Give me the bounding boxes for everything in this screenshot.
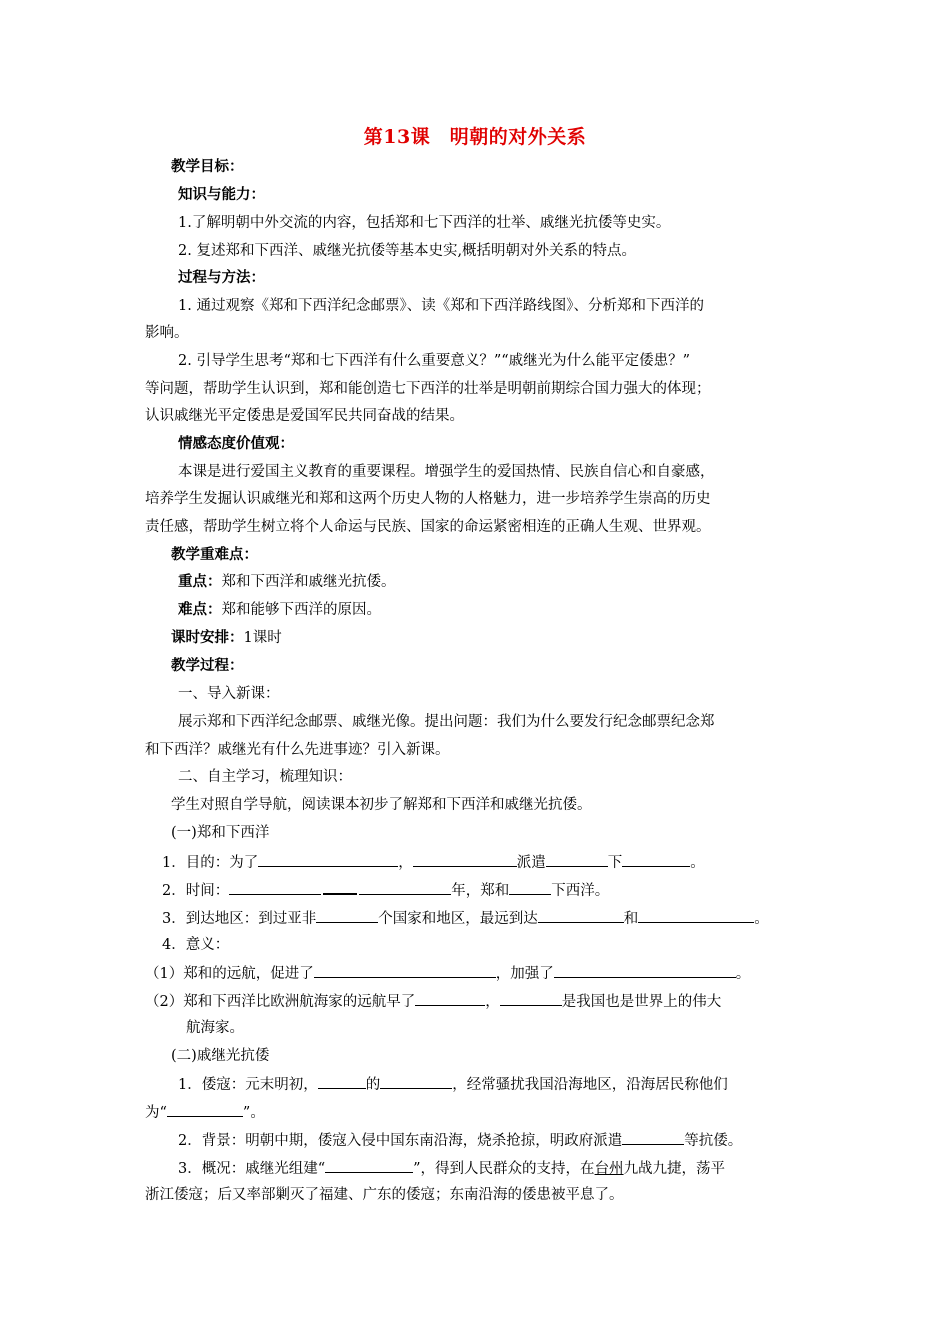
qi-q3-cont: 浙江倭寇；后又率部剿灭了福建、广东的倭寇；东南沿海的倭患被平息了。 bbox=[145, 1187, 624, 1203]
zheng-he-heading: (一)郑和下西洋 bbox=[171, 825, 270, 841]
qi-q1-of: 的 bbox=[365, 1077, 381, 1093]
answer-blank[interactable] bbox=[622, 851, 690, 867]
zheng-s1-end: 。 bbox=[735, 966, 751, 982]
answer-blank[interactable] bbox=[318, 1073, 366, 1089]
difficulty-line bbox=[178, 600, 381, 620]
process-item-1a: 1. 通过观察《郑和下西洋纪念邮票》、读《郑和下西洋路线图》、分析郑和下西洋的 bbox=[178, 298, 704, 314]
focus-text: 郑和下西洋和戚继光抗倭。 bbox=[221, 574, 396, 590]
answer-blank[interactable] bbox=[258, 851, 398, 867]
qi-q1-close: ”。 bbox=[242, 1105, 265, 1121]
zheng-q2-end: 下西洋。 bbox=[551, 883, 610, 899]
zheng-q3-and: 和 bbox=[623, 911, 639, 927]
knowledge-item-2: 2. 复述郑和下西洋、戚继光抗倭等基本史实,概括明朝对外关系的特点。 bbox=[178, 243, 637, 259]
qi-q3-end: 九战九捷，荡平 bbox=[623, 1161, 726, 1177]
qi-q3-text: 3．概况：戚继光组建“ bbox=[178, 1161, 326, 1177]
answer-blank[interactable] bbox=[380, 1073, 452, 1089]
focus-label: 重点： bbox=[178, 573, 222, 590]
qi-heading: (二)戚继光抗倭 bbox=[171, 1048, 270, 1064]
answer-blank[interactable] bbox=[554, 962, 736, 978]
qi-q1-rest: ，经常骚扰我国沿海地区，沿海居民称他们 bbox=[452, 1077, 728, 1093]
process-item-1b: 影响。 bbox=[145, 325, 189, 341]
schedule-label: 课时安排： bbox=[171, 629, 244, 646]
intro-line-1: 展示郑和下西洋纪念邮票、戚继光像。提出问题：我们为什么要发行纪念邮票纪念郑 bbox=[178, 714, 715, 730]
zheng-q3-mid: 个国家和地区，最远到达 bbox=[378, 911, 538, 927]
zheng-s2-sep: ， bbox=[485, 994, 500, 1010]
difficulty-text: 郑和能够下西洋的原因。 bbox=[221, 602, 381, 618]
qi-q2 bbox=[178, 1129, 742, 1151]
answer-blank[interactable] bbox=[622, 1129, 684, 1145]
emotion-line-2: 培养学生发掘认识戚继光和郑和这两个历史人物的人格魅力，进一步培养学生崇高的历史 bbox=[145, 491, 711, 507]
procedure-heading: 教学过程： bbox=[171, 657, 244, 674]
emotion-line-1: 本课是进行爱国主义教育的重要课程。增强学生的爱国热情、民族自信心和自豪感， bbox=[178, 464, 715, 480]
answer-blank[interactable] bbox=[509, 879, 551, 895]
self-study-heading: 二、自主学习，梳理知识： bbox=[178, 769, 352, 785]
answer-blank[interactable] bbox=[229, 879, 321, 895]
answer-blank[interactable] bbox=[500, 990, 562, 1006]
intro-line-2: 和下西洋？戚继光有什么先进事迹？引入新课。 bbox=[145, 742, 450, 758]
zheng-q3-text: 3．到达地区：到过亚非 bbox=[162, 911, 317, 927]
zheng-q1-down: 下 bbox=[607, 855, 623, 871]
zheng-q2-text: 2．时间： bbox=[162, 883, 230, 899]
schedule-value: 1课时 bbox=[243, 630, 282, 646]
qi-q2-end: 等抗倭。 bbox=[684, 1133, 743, 1149]
answer-blank[interactable] bbox=[415, 990, 485, 1006]
answer-blank[interactable] bbox=[546, 851, 608, 867]
zheng-q2 bbox=[162, 879, 609, 901]
answer-blank[interactable] bbox=[314, 962, 496, 978]
zheng-q1-send: 派遣 bbox=[516, 855, 546, 871]
zheng-q1-text: 1．目的：为了 bbox=[162, 855, 259, 871]
zheng-s1 bbox=[145, 962, 750, 984]
zheng-q1 bbox=[162, 851, 705, 873]
zheng-s2-text: （2）郑和下西洋比欧洲航海家的远航早了 bbox=[145, 994, 416, 1010]
answer-blank[interactable] bbox=[325, 1157, 413, 1173]
answer-blank[interactable] bbox=[638, 907, 754, 923]
zheng-s2 bbox=[145, 990, 721, 1012]
zheng-q1-end: 。 bbox=[690, 855, 705, 871]
place-taizhou: 台州 bbox=[594, 1161, 624, 1177]
goals-heading: 教学目标： bbox=[171, 158, 244, 175]
answer-blank[interactable] bbox=[316, 907, 378, 923]
answer-blank[interactable] bbox=[167, 1101, 243, 1117]
qi-q1-text: 1．倭寇：元末明初， bbox=[178, 1077, 318, 1093]
process-item-2a: 2. 引导学生思考“郑和七下西洋有什么重要意义？”“戚继光为什么能平定倭患？” bbox=[178, 353, 691, 369]
qi-q1-open: 为“ bbox=[145, 1105, 167, 1121]
zheng-q1-sep: ， bbox=[398, 855, 413, 871]
intro-heading: 一、导入新课： bbox=[178, 686, 280, 702]
zheng-q3 bbox=[162, 907, 769, 929]
page-title: 第13课 明朝的对外关系 bbox=[363, 126, 587, 148]
answer-blank[interactable] bbox=[413, 851, 517, 867]
qi-q2-text: 2．背景：明朝中期，倭寇入侵中国东南沿海，烧杀抢掠，明政府派遣 bbox=[178, 1133, 623, 1149]
qi-q3 bbox=[178, 1157, 725, 1179]
zheng-s1-text: （1）郑和的远航，促进了 bbox=[145, 966, 314, 982]
answer-blank[interactable] bbox=[538, 907, 624, 923]
qi-q3-mid: ”，得到人民群众的支持，在 bbox=[413, 1161, 595, 1177]
process-heading: 过程与方法： bbox=[178, 269, 265, 286]
zheng-q2-year: 年，郑和 bbox=[451, 883, 510, 899]
zheng-s2-cont: 航海家。 bbox=[186, 1020, 244, 1036]
knowledge-heading: 知识与能力： bbox=[178, 186, 265, 203]
zheng-q4: 4．意义： bbox=[162, 937, 230, 953]
zheng-s1-mid: ，加强了 bbox=[495, 966, 554, 982]
range-dash bbox=[323, 884, 357, 895]
qi-q1 bbox=[178, 1073, 728, 1095]
process-item-2b: 等问题，帮助学生认识到，郑和能创造七下西洋的壮举是明朝前期综合国力强大的体现； bbox=[145, 381, 711, 397]
key-points-heading: 教学重难点： bbox=[171, 546, 258, 563]
focus-line bbox=[178, 572, 396, 592]
knowledge-item-1: 1.了解明朝中外交流的内容，包括郑和七下西洋的壮举、戚继光抗倭等史实。 bbox=[178, 215, 671, 231]
zheng-q3-end: 。 bbox=[754, 911, 769, 927]
emotion-heading: 情感态度价值观： bbox=[178, 435, 294, 452]
qi-q1-cont bbox=[145, 1101, 265, 1123]
process-item-2c: 认识戚继光平定倭患是爱国军民共同奋战的结果。 bbox=[145, 408, 464, 424]
schedule-line bbox=[171, 628, 282, 648]
difficulty-label: 难点： bbox=[178, 601, 222, 618]
zheng-s2-end: 是我国也是世界上的伟大 bbox=[561, 994, 722, 1010]
self-study-line: 学生对照自学导航，阅读课本初步了解郑和下西洋和戚继光抗倭。 bbox=[171, 797, 592, 813]
emotion-line-3: 责任感，帮助学生树立将个人命运与民族、国家的命运紧密相连的正确人生观、世界观。 bbox=[145, 519, 711, 535]
answer-blank[interactable] bbox=[359, 879, 451, 895]
